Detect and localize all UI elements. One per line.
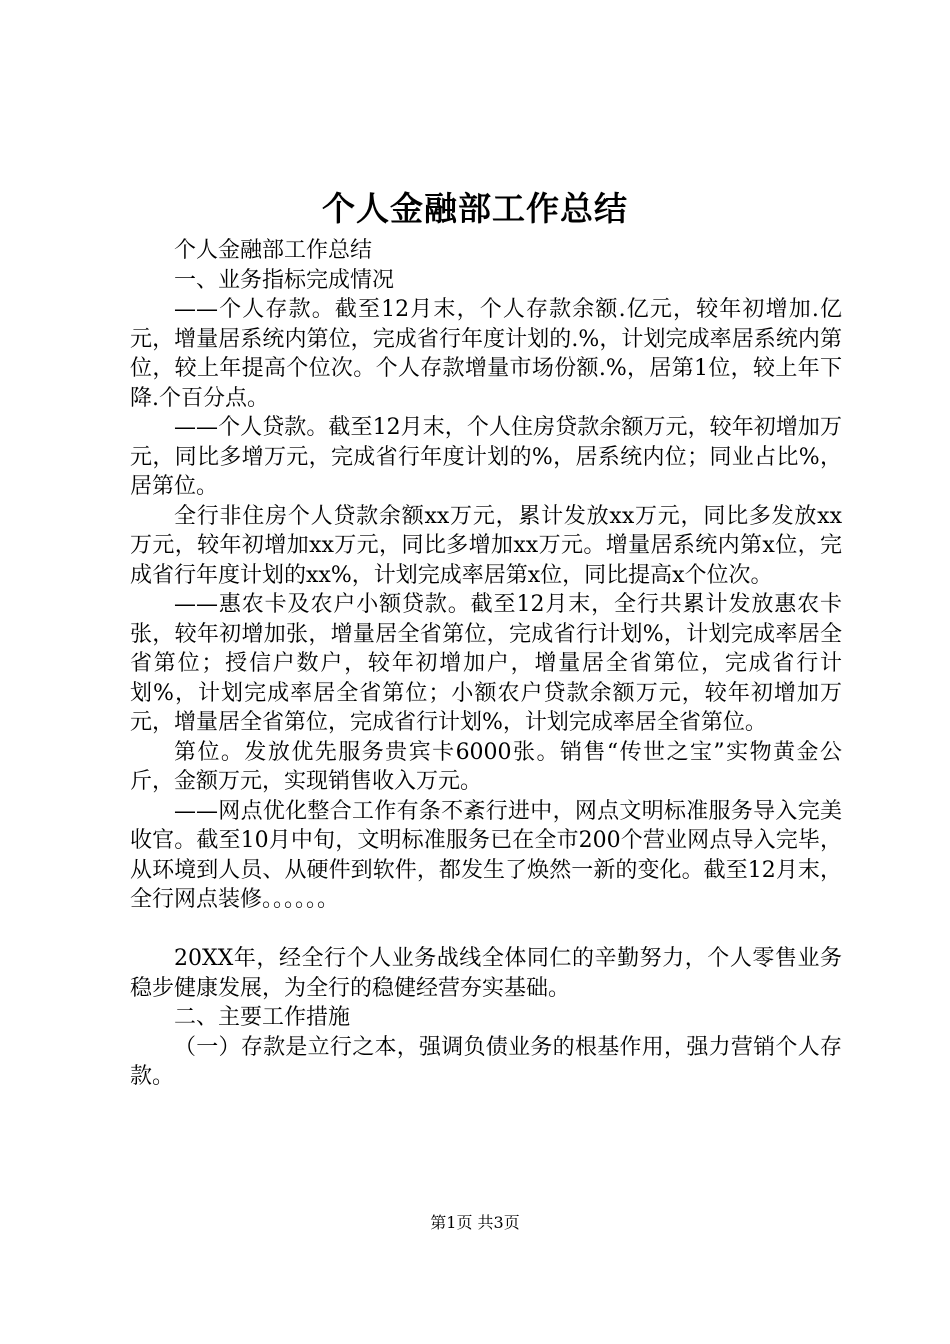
paragraph-non-housing-loans: 全行非住房个人贷款余额xx万元，累计发放xx万元，同比多发放xx万元，较年初增加xx万元，同比多增加xx万元。增量居系统内第x位，完成省行年度计划的xx%，计划完成率居第x位，同比提高x个位次。 (130, 503, 842, 588)
document-title: 个人金融部工作总结 (322, 189, 628, 228)
paragraph-heading: 个人金融部工作总结 (174, 238, 373, 263)
paragraph-personal-deposits: ——个人存款。截至12月末，个人存款余额.亿元，较年初增加.亿元，增量居系统内第位，完成省行年度计划的.%，计划完成率居系统内第位，较上年提高个位次。个人存款增量市场份额.%，居第1位，较上年下降.个百分点。 (130, 297, 842, 411)
paragraph-measure-1: （一）存款是立行之本，强调负债业务的根基作用，强力营销个人存款。 (130, 1034, 842, 1089)
paragraph-personal-loans: ——个人贷款。截至12月末，个人住房贷款余额万元，较年初增加万元，同比多增万元，完成省行年度计划的%，居系统内位；同业占比%，居第位。 (130, 415, 842, 499)
paragraph-huinong-card: ——惠农卡及农户小额贷款。截至12月末，全行共累计发放惠农卡张，较年初增加张，增量居全省第位，完成省行计划%，计划完成率居全省第位；授信户数户，较年初增加户，增量居全省第位，完成省行计划%，计划完成率居全省第位；小额农户贷款余额万元，较年初增加万元，增量居全省第位，完成省行计划%，计划完成率居全省第位。 (130, 592, 842, 735)
paragraph-branch-optimization: ——网点优化整合工作有条不紊行进中，网点文明标准服务导入完美收官。截至10月中旬，文明标准服务已在全市200个营业网点导入完毕，从环境到人员、从硬件到软件，都发生了焕然一新的变化。截至12月末，全行网点装修。。。。。。 (130, 798, 842, 912)
section-heading-1: 一、业务指标完成情况 (174, 267, 395, 293)
paragraph-vip-card: 第位。发放优先服务贵宾卡6000张。销售“传世之宝”实物黄金公斤，金额万元，实现销售收入万元。 (130, 739, 842, 794)
paragraph-summary: 20XX年，经全行个人业务战线全体同仁的辛勤努力，个人零售业务稳步健康发展，为全行的稳健经营夯实基础。 (130, 946, 842, 1001)
page-number-footer: 第1页 共3页 (430, 1213, 520, 1232)
section-heading-2: 二、主要工作措施 (174, 1005, 351, 1030)
document-body (130, 236, 842, 1092)
